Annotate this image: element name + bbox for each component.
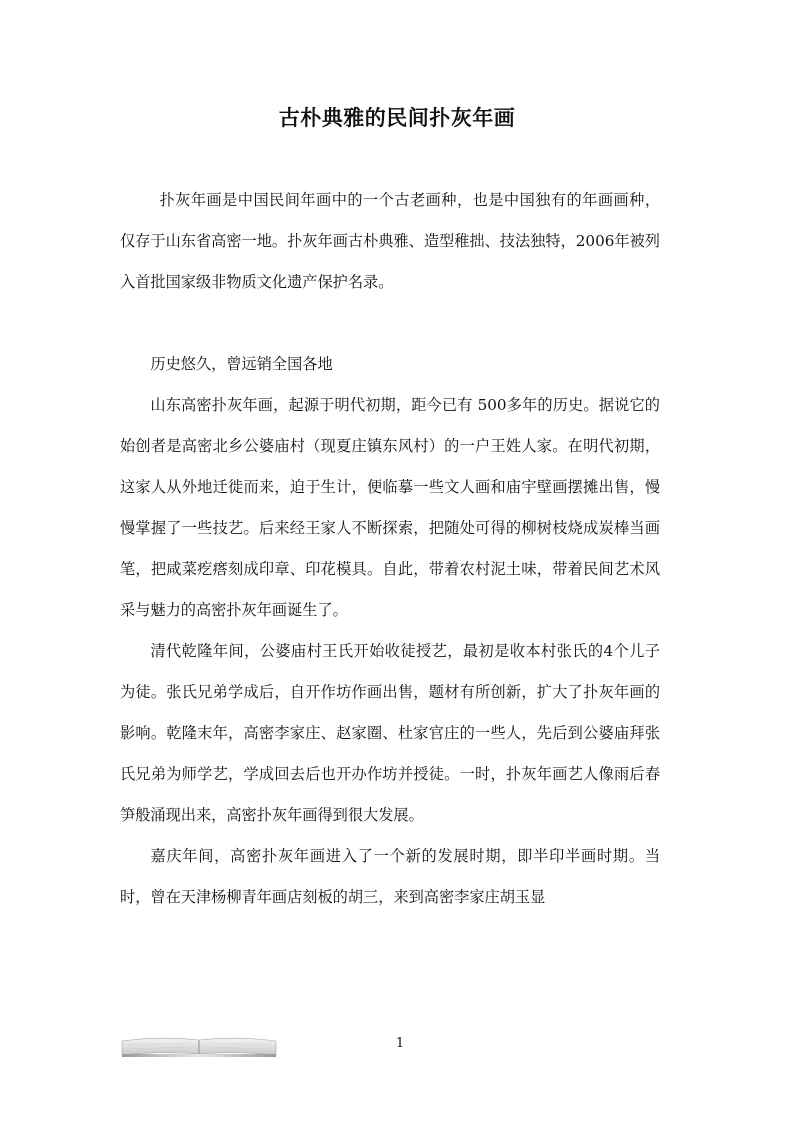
section-heading: 历史悠久，曾远销全国各地 [150,355,333,373]
paragraph-spacer [120,303,660,344]
history-paragraph-3: 嘉庆年间，高密扑灰年画进入了一个新的发展时期，即半印半画时期。当时，曾在天津杨柳青年画店刻板的胡三，来到高密李家庄胡玉显 [120,847,660,906]
intro-paragraph: 扑灰年画是中国民间年画中的一个古老画种，也是中国独有的年画画种，仅存于山东省高密一地。扑灰年画古朴典雅、造型稚拙、技法独特，2006年被列入首批国家级非物质文化遗产保护名录。 [120,191,660,291]
history-paragraph-1: 山东高密扑灰年画，起源于明代初期，距今已有 500多年的历史。据说它的始创者是高密北乡公婆庙村（现夏庄镇东风村）的一户王姓人家。在明代初期，这家人从外地迁徙而来，迫于生计，便临摹一些文人画和庙宇壁画摆摊出售，慢慢掌握了一些技艺。后来经王家人不断探索，把随处可得的柳树枝烧成炭棒当画笔，把咸菜疙瘩刻成印章、印花模具。自此，带着农村泥土味，带着民间艺术风采与魅力的高密扑灰年画诞生了。 [120,396,660,619]
history-paragraph-2: 清代乾隆年间，公婆庙村王氏开始收徒授艺，最初是收本村张氏的4个儿子为徒。张氏兄弟学成后，自开作坊作画出售，题材有所创新，扩大了扑灰年画的影响。乾隆末年，高密李家庄、赵家圈、杜家官庄的一些人，先后到公婆庙拜张氏兄弟为师学艺，学成回去后也开办作坊并授徒。一时，扑灰年画艺人像雨后春笋般涌现出来，高密扑灰年画得到很大发展。 [120,642,660,824]
document-title: 古朴典雅的民间扑灰年画 [278,106,516,130]
document-body [120,180,660,918]
page-number: 1 [395,1036,405,1051]
open-book-icon [120,1035,278,1057]
